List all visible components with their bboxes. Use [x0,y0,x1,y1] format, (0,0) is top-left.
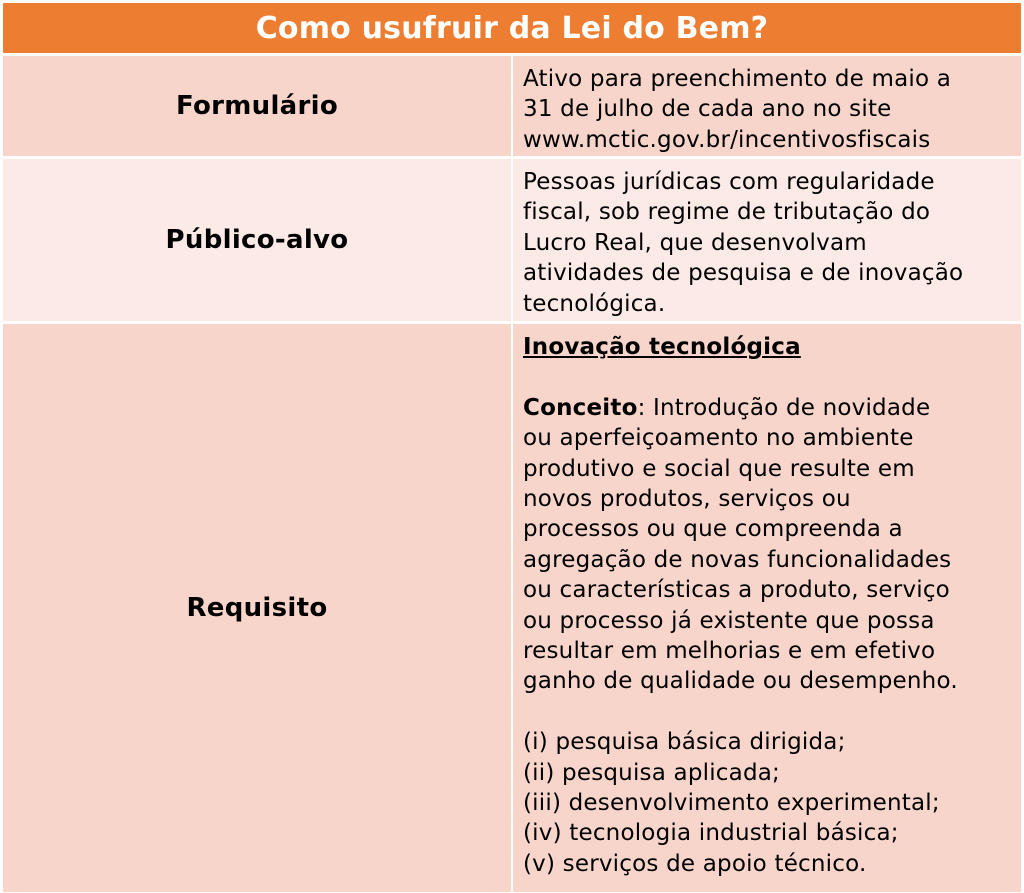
row-label-cell [3,324,511,892]
row-content-cell [513,159,1021,321]
list-item: (iii) desenvolvimento experimental; [523,790,940,817]
table-row-publico-alvo [3,159,1021,321]
table-row-formulario [3,56,1021,156]
concept-text: : Introdução de novidade ou aperfeiçoamento no ambiente produtivo e social que resulte em novos produtos, serviços ou processos ou que compreenda a agregação de novas funcionalidades ou características a produto, serviço ou processo já existente que possa resultar em melhorias e em efetivo ganho de qualidade ou desempenho. [523,394,958,695]
table-title: Como usufruir da Lei do Bem? [255,10,769,46]
row-content-cell [513,324,1021,892]
list-item: (ii) pesquisa aplicada; [523,759,780,786]
table-row-requisito [3,324,1021,892]
concept-label: Conceito [523,394,638,421]
section-heading: Inovação tecnológica [523,334,801,360]
table-header [3,3,1021,53]
row-text: Ativo para preenchimento de maio a 31 de julho de cada ano no site www.mctic.gov.br/incentivosfiscais [523,66,952,153]
row-label: Requisito [186,593,328,623]
list-item: (v) serviços de apoio técnico. [523,850,867,877]
row-label: Público-alvo [165,225,349,255]
row-label-cell [3,159,511,321]
list-item: (i) pesquisa básica dirigida; [523,729,846,756]
row-label-cell [3,56,511,156]
row-label: Formulário [175,91,339,121]
spacer [523,697,1011,727]
concept-paragraph [523,393,1011,697]
list-item: (iv) tecnologia industrial básica; [523,820,899,847]
spacer [523,362,1011,392]
row-content-cell [513,56,1021,156]
row-text: Pessoas jurídicas com regularidade fiscal, sob regime de tributação do Lucro Real, que desenvolvam atividades de pesquisa e de inovação tecnológica. [523,169,964,317]
